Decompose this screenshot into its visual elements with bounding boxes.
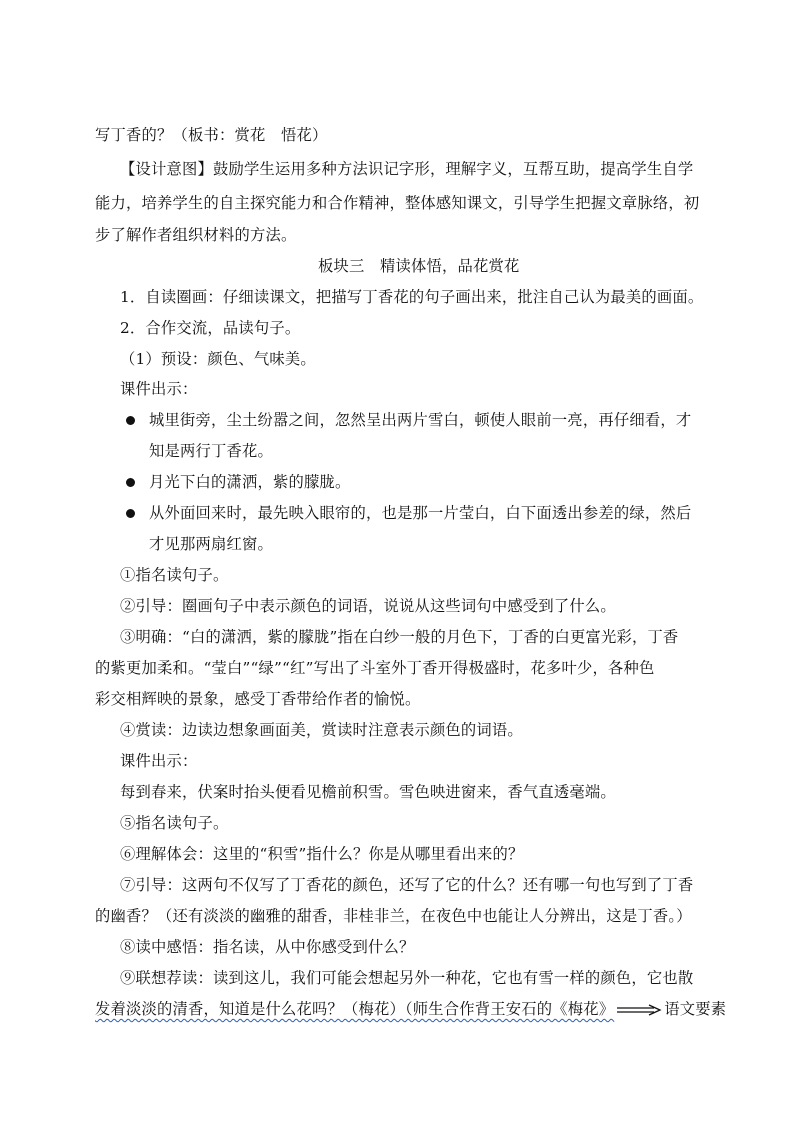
bullet-icon <box>126 509 135 518</box>
quote-line: 月光下白的潇洒，紫的朦胧。 <box>149 473 351 491</box>
text-line: 彩交相辉映的景象，感受丁香带给作者的愉悦。 <box>95 690 421 708</box>
quote-line: 城里街旁，尘土纷嚣之间，忽然呈出两片雪白，顿使人眼前一亮，再仔细看，才 <box>149 411 692 429</box>
wavy-underlined-text: 发着淡淡的清香，知道是什么花吗？（梅花）（师生合作背王安石的《梅花》 <box>95 1000 615 1018</box>
text-line: ⑤指名读句子。 <box>120 814 229 832</box>
text-line: 能力，培养学生的自主探究能力和合作精神，整体感知课文，引导学生把握文章脉络，初 <box>95 194 700 212</box>
courseware-label: 课件出示： <box>120 380 198 398</box>
text-fragment: 语文要素 <box>664 1000 727 1018</box>
quote-line: 从外面回来时，最先映入眼帘的，也是那一片莹白，白下面透出参差的绿，然后 <box>149 504 692 522</box>
quote-line: 知是两行丁香花。 <box>149 442 273 460</box>
quote-line: 每到春来，伏案时抬头便看见檐前积雪。雪色映进窗来，香气直透毫端。 <box>120 783 616 801</box>
text-line: 的紫更加柔和。“莹白”“绿”“红”写出了斗室外丁香开得极盛时，花多叶少，各种色 <box>95 659 655 677</box>
text-line: ④赏读：边读边想象画面美，赏读时注意表示颜色的词语。 <box>120 721 523 739</box>
text-line: 2．合作交流，品读句子。 <box>120 319 301 337</box>
text-line: ②引导：圈画句子中表示颜色的词语，说说从这些词句中感受到了什么。 <box>120 597 616 615</box>
text-line: ⑨联想荐读：读到这儿，我们可能会想起另外一种花，它也有雪一样的颜色，它也散 <box>120 969 694 987</box>
text-line: ⑦引导：这两句不仅写了丁香花的颜色，还写了它的什么？还有哪一句也写到了丁香 <box>120 876 694 894</box>
quote-line: 才见那两扇红窗。 <box>149 535 273 553</box>
bullet-icon <box>126 478 135 487</box>
bullet-icon <box>126 416 135 425</box>
text-line: ③明确：“白的潇洒，紫的朦胧”指在白纱一般的月色下，丁香的白更富光彩，丁香 <box>120 628 679 646</box>
text-line: 1．自读圈画：仔细读课文，把描写丁香花的句子画出来，批注自己认为最美的画面。 <box>120 288 704 306</box>
design-intent-line: 【设计意图】鼓励学生运用多种方法识记字形，理解字义，互帮互助，提高学生自学 <box>120 160 694 178</box>
text-line: （1）预设：颜色、气味美。 <box>120 350 316 368</box>
text-line: ⑧读中感悟：指名读，从中你感受到什么？ <box>120 938 415 956</box>
text-line: 写丁香的？（板书：赏花 悟花） <box>95 126 328 144</box>
text-line: ①指名读句子。 <box>120 566 229 584</box>
double-arrow-icon <box>616 1004 662 1016</box>
courseware-label: 课件出示： <box>120 752 198 770</box>
text-line: ⑥理解体会：这里的“积雪”指什么？你是从哪里看出来的？ <box>120 845 524 863</box>
section-heading: 板块三 精读体悟，品花赏花 <box>318 257 520 275</box>
text-line-with-arrow <box>95 998 726 1020</box>
text-line: 的幽香？（还有淡淡的幽雅的甜香，非桂非兰，在夜色中也能让人分辨出，这是丁香。） <box>95 907 692 925</box>
text-line: 步了解作者组织材料的方法。 <box>95 226 297 244</box>
